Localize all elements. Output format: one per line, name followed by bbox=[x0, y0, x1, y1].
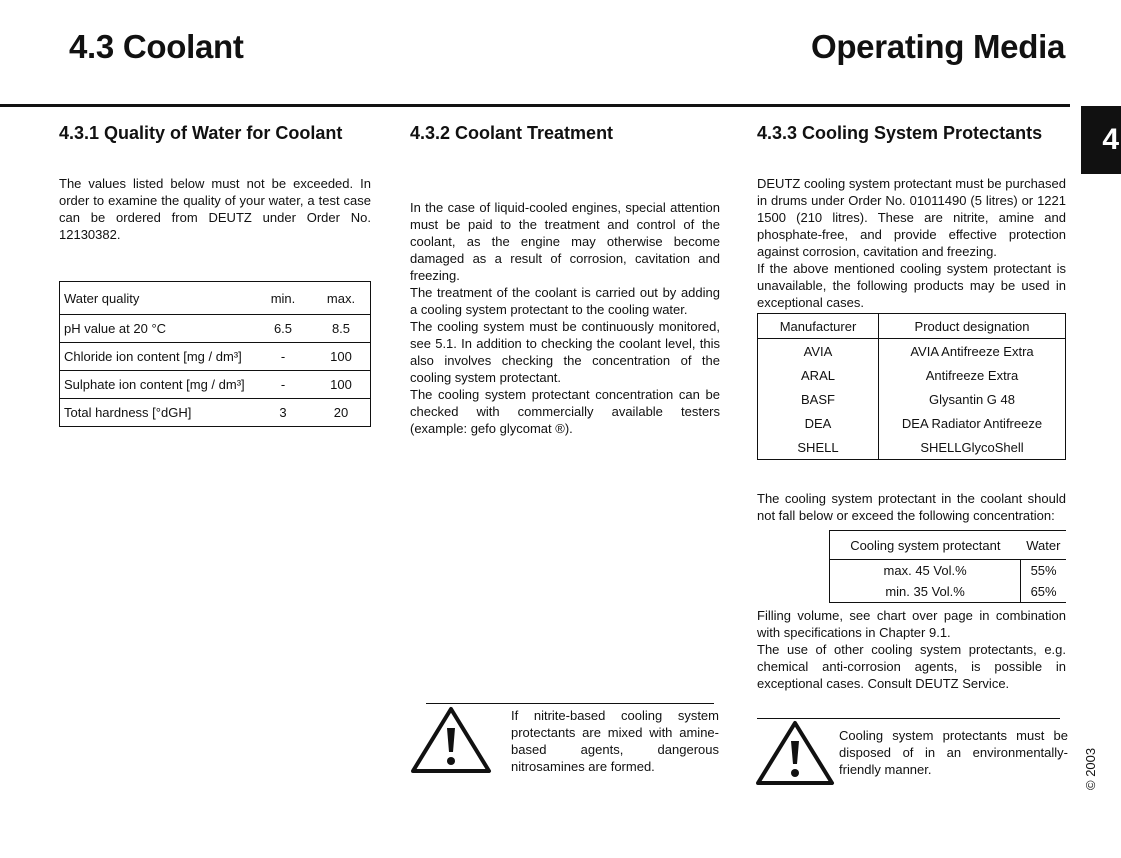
protectants-notes bbox=[757, 607, 1066, 692]
table-cell: Antifreeze Extra bbox=[879, 363, 1066, 387]
warning-triangle-icon bbox=[410, 706, 492, 774]
concentration-text bbox=[757, 490, 1066, 524]
coolant-treatment-text bbox=[410, 199, 720, 437]
table-cell: BASF bbox=[758, 387, 879, 411]
heading-water-quality: 4.3.1 Quality of Water for Coolant bbox=[59, 123, 343, 143]
paragraph: The cooling system protectant concentration can be checked with commercially available testers (example: gefo glycomat ®). bbox=[410, 387, 720, 436]
table-header-cell: Manufacturer bbox=[758, 314, 879, 339]
paragraph: The cooling system protectant in the coolant should not fall below or exceed the following concentration: bbox=[757, 491, 1066, 523]
table-cell: - bbox=[254, 371, 312, 399]
table-row bbox=[758, 411, 1066, 435]
table-row bbox=[830, 560, 1067, 582]
table-cell: 20 bbox=[312, 399, 371, 427]
heading-cooling-system-protectants: 4.3.3 Cooling System Protectants bbox=[757, 123, 1043, 143]
table-header-cell: Product designation bbox=[879, 314, 1066, 339]
table-cell: Sulphate ion content [mg / dm³] bbox=[60, 371, 255, 399]
paragraph: The treatment of the coolant is carried out by adding a cooling system protectant to the cooling water. bbox=[410, 285, 720, 317]
table-cell: 100 bbox=[312, 343, 371, 371]
warning-rule bbox=[757, 718, 1060, 719]
table-cell: 3 bbox=[254, 399, 312, 427]
table-cell: 55% bbox=[1030, 563, 1057, 578]
table-header-cell: Water quality bbox=[60, 282, 255, 315]
table-header-row bbox=[830, 531, 1067, 560]
paragraph: In the case of liquid-cooled engines, special attention must be paid to the treatment and control of the coolant, as the engine may otherwise become damaged as a result of corrosion, cavitation and freezing. bbox=[410, 200, 720, 283]
table-cell: 6.5 bbox=[254, 315, 312, 343]
table-cell: DEA bbox=[758, 411, 879, 435]
table-cell: 100 bbox=[312, 371, 371, 399]
paragraph: The use of other cooling system protectants, e.g. chemical anti-corrosion agents, is possible in exceptional cases. Consult DEUTZ Service. bbox=[757, 642, 1066, 691]
header-rule bbox=[0, 104, 1070, 107]
heading-coolant-treatment: 4.3.2 Coolant Treatment bbox=[410, 123, 614, 143]
protectants-text bbox=[757, 175, 1066, 311]
table-row bbox=[60, 371, 371, 399]
column-cooling-system-protectants bbox=[757, 121, 1066, 692]
table-row bbox=[60, 343, 371, 371]
section-title: 4.3 Coolant bbox=[69, 28, 244, 65]
table-cell: 65% bbox=[1021, 581, 1066, 603]
paragraph: DEUTZ cooling system protectant must be purchased in drums under Order No. 01011490 (5 litres) or 1221 1500 (210 litres). These are nitrite, amine and phosphate-free, and provide effective protection against corrosion, cavitation and freezing. bbox=[757, 176, 1066, 259]
chapter-tab: 4 bbox=[1081, 106, 1121, 174]
table-row bbox=[758, 435, 1066, 460]
concentration-table bbox=[829, 530, 1066, 603]
table-cell: Glysantin G 48 bbox=[879, 387, 1066, 411]
paragraph: The cooling system must be continuously monitored, see 5.1. In addition to checking the coolant level, this also involves checking the concentration of the cooling system protectant. bbox=[410, 319, 720, 385]
copyright-notice: © 2003 bbox=[1083, 747, 1098, 790]
warning-rule bbox=[426, 703, 714, 704]
table-cell: AVIA Antifreeze Extra bbox=[879, 339, 1066, 364]
table-cell: DEA Radiator Antifreeze bbox=[879, 411, 1066, 435]
warning-triangle-icon bbox=[755, 720, 835, 786]
paragraph: Filling volume, see chart over page in combination with specifications in Chapter 9.1. bbox=[757, 608, 1066, 640]
table-header-row bbox=[60, 282, 371, 315]
table-cell: ARAL bbox=[758, 363, 879, 387]
column-coolant-treatment bbox=[410, 121, 720, 437]
manufacturer-table bbox=[757, 313, 1066, 460]
water-quality-intro: The values listed below must not be exceeded. In order to examine the quality of your water, a test case can be ordered from DEUTZ under Order No. 12130382. bbox=[59, 176, 371, 242]
column-water-quality bbox=[59, 121, 371, 427]
water-quality-table bbox=[59, 281, 371, 427]
table-header-cell: Cooling system protectant bbox=[830, 531, 1021, 560]
table-cell: SHELLGlycoShell bbox=[879, 435, 1066, 460]
table-cell: 8.5 bbox=[312, 315, 371, 343]
table-header-cell: max. bbox=[312, 282, 371, 315]
warning-disposal: Cooling system protectants must be disposed of in an environmentally-friendly manner. bbox=[839, 728, 1068, 777]
table-header-row bbox=[758, 314, 1066, 339]
table-cell: max. 45 Vol.% bbox=[830, 560, 1021, 582]
table-cell: AVIA bbox=[758, 339, 879, 364]
table-header-cell: Water bbox=[1021, 531, 1066, 560]
table-row bbox=[830, 581, 1067, 603]
table-cell: - bbox=[254, 343, 312, 371]
table-cell: min. 35 Vol.% bbox=[830, 581, 1021, 603]
table-row bbox=[758, 387, 1066, 411]
table-row bbox=[758, 363, 1066, 387]
paragraph: If the above mentioned cooling system protectant is unavailable, the following products may be used in exceptional cases. bbox=[757, 261, 1066, 310]
table-header-cell: min. bbox=[254, 282, 312, 315]
warning-nitrosamines: If nitrite-based cooling system protectants are mixed with amine-based agents, dangerous nitrosamines are formed. bbox=[511, 708, 719, 774]
table-cell: pH value at 20 °C bbox=[60, 315, 255, 343]
chapter-title: Operating Media bbox=[810, 28, 1065, 65]
table-cell: SHELL bbox=[758, 435, 879, 460]
table-row bbox=[60, 315, 371, 343]
table-cell: Chloride ion content [mg / dm³] bbox=[60, 343, 255, 371]
table-cell: Total hardness [°dGH] bbox=[60, 399, 255, 427]
table-row bbox=[60, 399, 371, 427]
table-row bbox=[758, 339, 1066, 364]
